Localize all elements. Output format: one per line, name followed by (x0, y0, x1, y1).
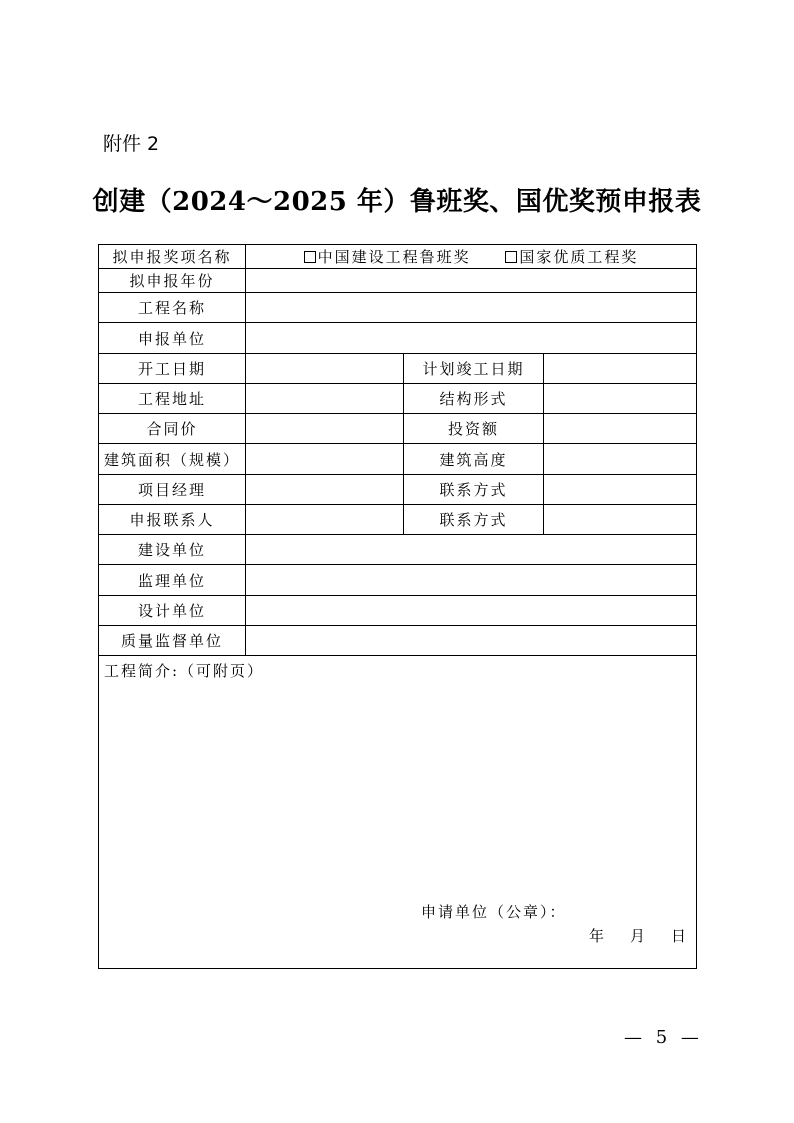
date-year: 年 (588, 927, 606, 945)
applicant-contact-method-value-cell[interactable] (544, 505, 697, 535)
start-date-label: 开工日期 (99, 354, 246, 384)
planned-completion-value-cell[interactable] (544, 354, 697, 384)
intro-label: 工程简介:（可附页） (104, 662, 265, 680)
construction-unit-label: 建设单位 (99, 535, 246, 565)
date-day: 日 (671, 927, 689, 945)
row-supervision-unit (99, 565, 697, 596)
row-project-name (99, 293, 697, 323)
checkbox-icon[interactable] (505, 251, 517, 263)
applicant-seal-label: 申请单位（公章）： (421, 903, 567, 921)
row-applicant-contact (99, 505, 697, 535)
year-label: 拟申报年份 (99, 269, 246, 293)
design-unit-value-cell[interactable] (246, 596, 697, 626)
applicant-unit-label: 申报单位 (99, 323, 246, 354)
application-form-table (98, 244, 697, 969)
project-address-label: 工程地址 (99, 384, 246, 414)
row-area-height (99, 444, 697, 475)
building-height-value-cell[interactable] (544, 444, 697, 475)
row-construction-unit (99, 535, 697, 565)
quality-supervision-value-cell[interactable] (246, 626, 697, 656)
applicant-contact-value-cell[interactable] (246, 505, 404, 535)
project-address-value-cell[interactable] (246, 384, 404, 414)
contract-price-value-cell[interactable] (246, 414, 404, 444)
row-address-structure (99, 384, 697, 414)
checkbox-icon[interactable] (304, 251, 316, 263)
project-name-label: 工程名称 (99, 293, 246, 323)
award-option-luban[interactable]: 中国建设工程鲁班奖 (304, 248, 471, 266)
project-manager-value-cell[interactable] (246, 475, 404, 505)
design-unit-label: 设计单位 (99, 596, 246, 626)
building-height-label: 建筑高度 (404, 444, 544, 475)
applicant-contact-method-label: 联系方式 (404, 505, 544, 535)
building-area-value-cell[interactable] (246, 444, 404, 475)
attachment-label: 附件 2 (103, 133, 160, 155)
award-name-label: 拟申报奖项名称 (99, 245, 246, 269)
date-month: 月 (629, 927, 647, 945)
row-intro (99, 656, 697, 969)
row-applicant-unit (99, 323, 697, 354)
project-manager-label: 项目经理 (99, 475, 246, 505)
manager-contact-value-cell[interactable] (544, 475, 697, 505)
award-option-national[interactable]: 国家优质工程奖 (505, 248, 638, 266)
applicant-contact-label: 申报联系人 (99, 505, 246, 535)
row-year (99, 269, 697, 293)
structure-label: 结构形式 (404, 384, 544, 414)
quality-supervision-label: 质量监督单位 (99, 626, 246, 656)
planned-completion-label: 计划竣工日期 (404, 354, 544, 384)
start-date-value-cell[interactable] (246, 354, 404, 384)
investment-label: 投资额 (404, 414, 544, 444)
row-quality-supervision (99, 626, 697, 656)
contract-price-label: 合同价 (99, 414, 246, 444)
construction-unit-value-cell[interactable] (246, 535, 697, 565)
page-number: — 5 — (624, 1027, 703, 1048)
manager-contact-label: 联系方式 (404, 475, 544, 505)
row-manager (99, 475, 697, 505)
supervision-unit-label: 监理单位 (99, 565, 246, 596)
project-name-value-cell[interactable] (246, 293, 697, 323)
row-dates (99, 354, 697, 384)
row-award-name (99, 245, 697, 269)
year-value-cell[interactable] (246, 269, 697, 293)
page-title: 创建（2024～2025 年）鲁班奖、国优奖预申报表 (92, 187, 702, 217)
investment-value-cell[interactable] (544, 414, 697, 444)
row-price-investment (99, 414, 697, 444)
structure-value-cell[interactable] (544, 384, 697, 414)
project-intro-cell[interactable] (99, 656, 697, 969)
row-design-unit (99, 596, 697, 626)
award-options-cell (246, 245, 697, 269)
building-area-label: 建筑面积（规模） (99, 444, 246, 475)
applicant-unit-value-cell[interactable] (246, 323, 697, 354)
supervision-unit-value-cell[interactable] (246, 565, 697, 596)
date-line (565, 925, 688, 946)
